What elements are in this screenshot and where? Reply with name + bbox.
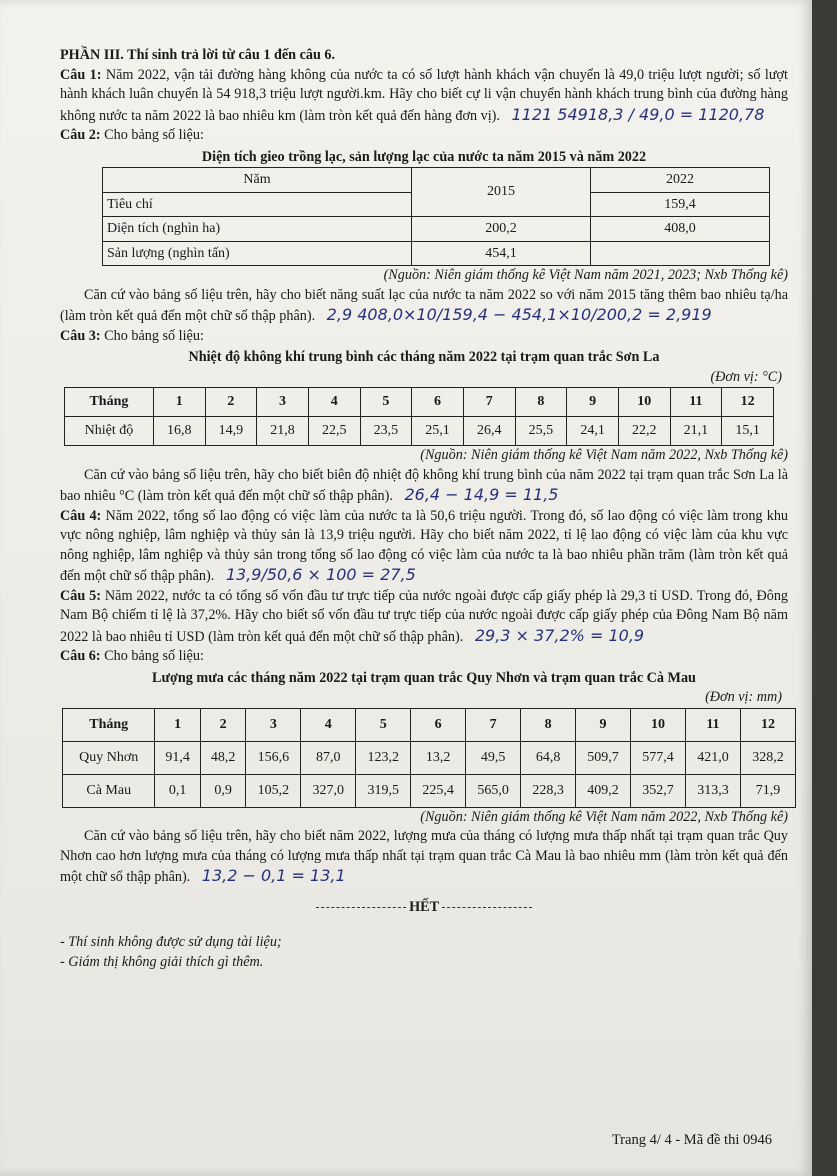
table-cell: 16,8 xyxy=(153,417,205,446)
divider xyxy=(442,907,532,908)
table-cell: 156,6 xyxy=(246,741,301,774)
table-cell: 1 xyxy=(153,388,205,417)
row-name-cell: Sản lượng (nghìn tấn) xyxy=(103,241,412,266)
table-cell: 10 xyxy=(631,708,686,741)
table-cell: 25,1 xyxy=(412,417,464,446)
question-2-table xyxy=(102,167,770,266)
question-3-label: Câu 3: xyxy=(60,327,101,344)
question-2-handwriting: 2,9 408,0×10/159,4 − 454,1×10/200,2 = 2,919 xyxy=(326,305,712,324)
table-cell: 328,2 xyxy=(740,741,795,774)
table-cell: 2 xyxy=(205,388,257,417)
table-cell: 22,5 xyxy=(308,417,360,446)
question-6-label: Câu 6: xyxy=(60,648,101,664)
table-cell: 3 xyxy=(246,708,301,741)
table-cell: 0,9 xyxy=(200,774,245,807)
table-cell: 48,2 xyxy=(200,741,245,774)
table-cell: 421,0 xyxy=(685,741,740,774)
divider xyxy=(316,907,406,908)
table-cell: 14,9 xyxy=(205,417,257,446)
question-2-source: (Nguồn: Niên giám thống kê Việt Nam năm 2021, 2023; Nxb Thống kê) xyxy=(383,267,788,283)
table-row xyxy=(63,741,796,774)
exam-notes xyxy=(60,933,788,972)
table-cell: 12 xyxy=(740,708,795,741)
table-cell: 7 xyxy=(463,388,515,417)
table-cell: 4 xyxy=(301,708,356,741)
empty-cell xyxy=(591,241,770,266)
header-year-cell: Năm xyxy=(103,168,412,193)
question-2-question: Căn cứ vào bảng số liệu trên, hãy cho biết năng suất lạc của nước ta năm 2022 so với năm 2015 tăng thêm bao nhiêu tạ/ha (làm tròn kết quả đến một chữ số thập phân). 2,9 408,0×10/159,4 − 454,1×10/200,2 = 2,919 xyxy=(60,286,788,324)
note-line: - Thí sinh không được sử dụng tài liệu; xyxy=(60,934,282,950)
page-footer: Trang 4/ 4 - Mã đề thi 0946 xyxy=(611,1132,772,1148)
question-1-handwriting: 1121 54918,3 / 49,0 = 1120,78 xyxy=(511,104,765,124)
table-row xyxy=(63,708,796,741)
table-cell: 565,0 xyxy=(466,774,521,807)
table-cell: 8 xyxy=(521,708,576,741)
year-cell: 2015 xyxy=(412,168,591,217)
table-row xyxy=(103,241,770,266)
question-3-source: (Nguồn: Niên giám thống kê Việt Nam năm 2022, Nxb Thống kê) xyxy=(420,447,788,463)
question-5: Câu 5: Năm 2022, nước ta có tổng số vốn đầu tư trực tiếp của nước ngoài được cấp giấy phép là 29,3 tỉ USD. Trong đó, Đông Nam Bộ chiếm tỉ lệ là 37,2%. Hãy cho biết số vốn đầu tư trực tiếp của nước ngoài được cấp giấy phép của Đông Nam Bộ năm 2022 là bao nhiêu tỉ USD (làm tròn kết quả đến một chữ số thập phân). 29,3 × 37,2% = 10,9 xyxy=(60,587,789,645)
value-cell: 159,4 xyxy=(591,192,770,217)
table-cell: 6 xyxy=(411,708,466,741)
table-cell: 409,2 xyxy=(576,774,631,807)
table-cell: 9 xyxy=(576,708,631,741)
table-cell: 23,5 xyxy=(360,417,412,446)
table-cell: 319,5 xyxy=(356,774,411,807)
table-cell: 1 xyxy=(155,708,200,741)
table-cell: 2 xyxy=(200,708,245,741)
question-4-handwriting: 13,9/50,6 × 100 = 27,5 xyxy=(225,565,416,584)
question-1-label: Câu 1: xyxy=(60,66,102,83)
table-cell: 6 xyxy=(412,388,464,417)
month-header-cell: Tháng xyxy=(63,708,155,741)
station-cell: Quy Nhơn xyxy=(63,741,155,774)
table-cell: 71,9 xyxy=(740,774,795,807)
table-cell: 91,4 xyxy=(155,741,200,774)
question-3-table-title: Nhiệt độ không khí trung bình các tháng năm 2022 tại trạm quan trắc Sơn La xyxy=(188,349,660,365)
question-2-intro: Câu 2: Cho bảng số liệu: xyxy=(60,127,204,143)
table-row xyxy=(65,417,774,446)
question-6-table xyxy=(62,708,796,808)
table-cell: 64,8 xyxy=(521,741,576,774)
question-3-handwriting: 26,4 − 14,9 = 11,5 xyxy=(404,485,559,504)
table-cell: 0,1 xyxy=(155,774,200,807)
table-cell: 225,4 xyxy=(411,774,466,807)
table-cell: 577,4 xyxy=(631,741,686,774)
table-cell: 313,3 xyxy=(685,774,740,807)
table-cell: 13,2 xyxy=(411,741,466,774)
table-row xyxy=(103,217,770,242)
question-6-source: (Nguồn: Niên giám thống kê Việt Nam năm 2022, Nxb Thống kê) xyxy=(420,808,788,825)
year-cell: 2022 xyxy=(591,168,770,193)
value-header-cell: Nhiệt độ xyxy=(65,417,154,446)
table-cell: 22,2 xyxy=(618,417,670,446)
table-cell: 15,1 xyxy=(722,417,774,446)
question-5-handwriting: 29,3 × 37,2% = 10,9 xyxy=(474,625,645,645)
table-row xyxy=(65,388,774,417)
question-5-label: Câu 5: xyxy=(60,587,101,604)
table-cell: 327,0 xyxy=(301,774,356,807)
table-row xyxy=(63,774,796,807)
question-2-table-title: Diện tích gieo trồng lạc, sản lượng lạc của nước ta năm 2015 và năm 2022 xyxy=(201,148,647,165)
table-cell: 9 xyxy=(567,388,619,417)
question-6-table-title: Lượng mưa các tháng năm 2022 tại trạm quan trắc Quy Nhơn và trạm quan trắc Cà Mau xyxy=(152,669,696,686)
question-3-unit: (Đơn vị: °C) xyxy=(710,368,782,385)
row-name-cell: Diện tích (nghìn ha) xyxy=(103,217,412,242)
table-row xyxy=(103,168,770,193)
table-cell: 87,0 xyxy=(301,741,356,774)
value-cell: 408,0 xyxy=(591,217,770,242)
table-cell: 24,1 xyxy=(567,417,619,446)
question-1 xyxy=(60,66,788,127)
exam-content xyxy=(60,46,788,972)
table-cell: 3 xyxy=(257,388,309,417)
table-cell: 21,8 xyxy=(257,417,309,446)
note-line: - Giám thị không giải thích gì thêm. xyxy=(60,953,264,970)
table-cell: 105,2 xyxy=(246,774,301,807)
table-cell: 26,4 xyxy=(463,417,515,446)
question-4: Câu 4: Năm 2022, tổng số lao động có việc làm của nước ta là 50,6 triệu người. Trong đó, số lao động có việc làm trong khu vực nông nghiệp, lâm nghiệp và thủy sản là 13,9 triệu người. Hãy cho biết năm 2022, tỉ lệ lao động có việc làm của khu vực nông nghiệp, lâm nghiệp và thủy sản trong tổng số lao động có việc làm của nước ta là bao nhiêu phần trăm (làm tròn kết quả đến một chữ số thập phân). 13,9/50,6 × 100 = 27,5 xyxy=(60,507,789,584)
question-3-intro: Câu 3: Cho bảng số liệu: xyxy=(60,327,204,344)
table-cell: 21,1 xyxy=(670,417,722,446)
header-criteria-cell: Tiêu chí xyxy=(103,192,412,217)
table-cell: 5 xyxy=(356,708,411,741)
question-4-label: Câu 4: xyxy=(60,507,102,524)
question-6-unit: (Đơn vị: mm) xyxy=(705,689,782,705)
end-mark: HẾT xyxy=(60,898,788,918)
table-cell: 5 xyxy=(360,388,412,417)
value-cell: 200,2 xyxy=(412,217,591,242)
table-cell: 11 xyxy=(670,388,722,417)
table-cell: 49,5 xyxy=(466,741,521,774)
table-cell: 7 xyxy=(466,708,521,741)
table-cell: 8 xyxy=(515,388,567,417)
table-cell: 10 xyxy=(618,388,670,417)
table-cell: 352,7 xyxy=(631,774,686,807)
question-6-question: Căn cứ vào bảng số liệu trên, hãy cho biết năm 2022, lượng mưa của tháng có lượng mưa thấp nhất tại trạm quan trắc Quy Nhơn cao hơn lượng mưa của tháng có lượng mưa thấp nhất tại trạm quan trắc Cà Mau là bao nhiêu mm (làm tròn kết quả đến một chữ số thập phân). 13,2 − 0,1 = 13,1 xyxy=(60,828,788,885)
question-6-handwriting: 13,2 − 0,1 = 13,1 xyxy=(201,866,346,885)
month-header-cell: Tháng xyxy=(65,388,154,417)
question-6-intro: Câu 6: Cho bảng số liệu: xyxy=(60,648,204,664)
table-cell: 4 xyxy=(308,388,360,417)
table-cell: 25,5 xyxy=(515,417,567,446)
table-cell: 123,2 xyxy=(356,741,411,774)
question-2-label: Câu 2: xyxy=(60,127,101,143)
table-cell: 228,3 xyxy=(521,774,576,807)
part-title: PHẦN III. Thí sinh trả lời từ câu 1 đến câu 6. xyxy=(60,47,336,63)
table-cell: 12 xyxy=(722,388,774,417)
question-1-text: Năm 2022, vận tải đường hàng không của nước ta có số lượt hành khách vận chuyển là 49,0 triệu lượt người; số lượt hành khách luân chuyển là 54 918,3 triệu lượt người.km. Hãy cho biết cự li vận chuyển hành khách trung bình của đường hàng không nước ta năm 2022 là bao nhiêu km (làm tròn kết quả đến hàng đơn vị). xyxy=(60,66,788,124)
table-cell: 509,7 xyxy=(576,741,631,774)
value-cell: 454,1 xyxy=(412,241,591,266)
station-cell: Cà Mau xyxy=(63,774,155,807)
table-cell: 11 xyxy=(685,708,740,741)
question-3-question: Căn cứ vào bảng số liệu trên, hãy cho biết biên độ nhiệt độ không khí trung bình của năm 2022 tại trạm quan trắc Sơn La là bao nhiêu °C (làm tròn kết quả đến một chữ số thập phân). 26,4 − 14,9 = 11,5 xyxy=(60,466,788,504)
question-3-table xyxy=(64,387,774,446)
